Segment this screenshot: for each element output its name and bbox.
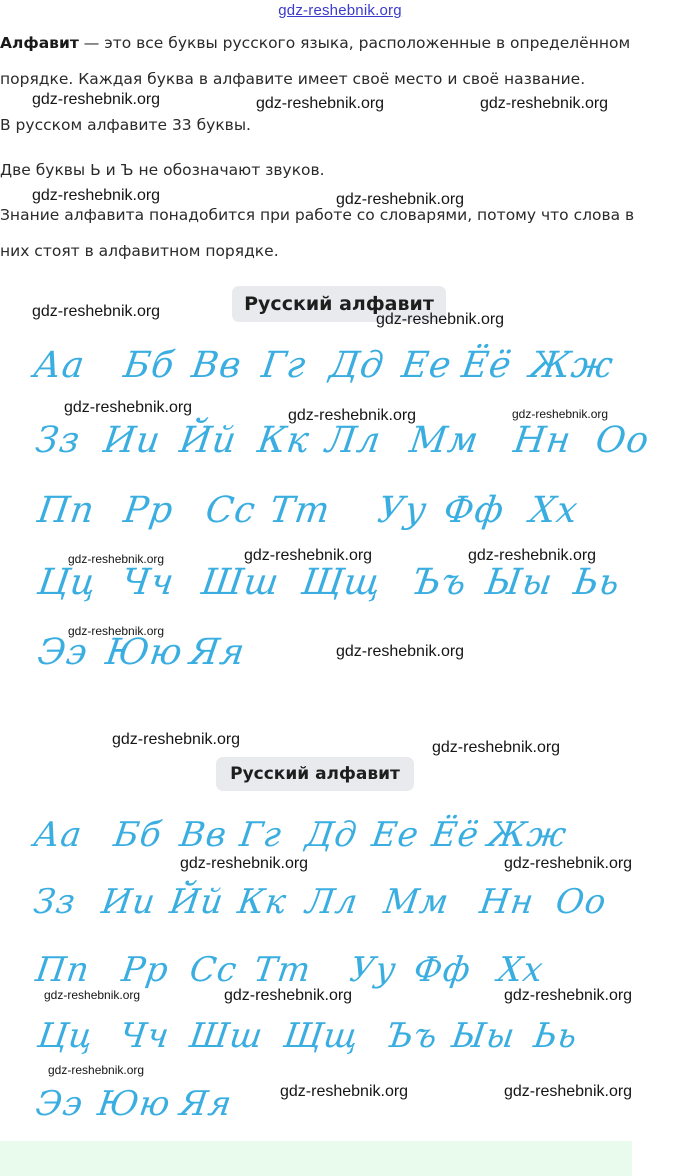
cursive-letter-pair: Тт xyxy=(267,490,334,531)
cursive-letter-pair: Йй xyxy=(177,420,240,461)
cursive-letter-pair: Зз xyxy=(31,882,79,922)
cursive-letter-pair: Ыы xyxy=(449,1016,518,1056)
cursive-letter-pair: Ии xyxy=(101,420,164,461)
cursive-letter-pair: Яя xyxy=(187,632,248,673)
cursive-letter-pair: Пп xyxy=(33,950,93,990)
cursive-letter-pair: Рр xyxy=(119,950,172,990)
cursive-letter-pair: Чч xyxy=(117,1016,173,1056)
alphabet-2-row-2 xyxy=(0,882,680,922)
watermark-text: gdz-reshebnik.org xyxy=(48,1063,145,1077)
watermark-text: gdz-reshebnik.org xyxy=(504,1083,633,1100)
watermark-text: gdz-reshebnik.org xyxy=(504,855,633,872)
alphabet-1-row-1 xyxy=(0,345,680,386)
cursive-letter-pair: Ёё xyxy=(459,345,515,386)
cursive-letter-pair: Пп xyxy=(35,490,98,531)
cursive-letter-pair: Лл xyxy=(323,420,384,461)
cursive-letter-pair: Вв xyxy=(177,815,230,855)
watermark-text: gdz-reshebnik.org xyxy=(68,552,165,566)
cursive-letter-pair: Юю xyxy=(95,1084,174,1124)
cursive-letter-pair: Уу xyxy=(347,950,400,990)
paragraph-soft-hard-signs: Две буквы Ь и Ъ не обозначают звуков. xyxy=(0,161,325,179)
cursive-letter-pair: Бб xyxy=(121,345,178,386)
cursive-letter-pair: Сс xyxy=(187,950,240,990)
site-link[interactable]: gdz-reshebnik.org xyxy=(278,2,402,19)
cursive-letter-pair: Цц xyxy=(35,562,100,603)
alphabet-heading-2: Русский алфавит xyxy=(216,757,414,791)
term-alphabet: Алфавит xyxy=(0,34,79,52)
alphabet-2-row-1 xyxy=(0,815,680,855)
cursive-letter-pair: Бб xyxy=(111,815,165,855)
cursive-letter-pair: Гг xyxy=(259,345,309,386)
watermark-text: gdz-reshebnik.org xyxy=(68,624,165,638)
cursive-letter-pair: Ее xyxy=(399,345,455,386)
watermark-text: gdz-reshebnik.org xyxy=(244,547,373,564)
paragraph-definition-line1 xyxy=(0,34,630,52)
watermark-text: gdz-reshebnik.org xyxy=(64,399,193,416)
watermark-text: gdz-reshebnik.org xyxy=(112,731,241,748)
cursive-letter-pair: Лл xyxy=(303,882,361,922)
paragraph-dictionary-line1: Знание алфавита понадобится при работе со словарями, потому что слова в xyxy=(0,206,635,224)
watermark-text: gdz-reshebnik.org xyxy=(336,643,465,660)
cursive-letter-pair: Ээ xyxy=(35,632,91,673)
cursive-letter-pair: Дд xyxy=(303,815,361,855)
cursive-letter-pair: Чч xyxy=(119,562,178,603)
cursive-letter-pair: Кк xyxy=(255,420,313,461)
watermark-text: gdz-reshebnik.org xyxy=(224,987,353,1004)
alphabet-heading-1: Русский алфавит xyxy=(232,286,446,322)
definition-text: — это все буквы русского языка, расположенные в определённом xyxy=(78,34,631,52)
cursive-letter-pair: Щщ xyxy=(281,1016,362,1056)
alphabet-1-row-3 xyxy=(0,490,680,531)
cursive-letter-pair: Ии xyxy=(99,882,159,922)
watermark-text: gdz-reshebnik.org xyxy=(44,988,141,1002)
cursive-letter-pair: Мм xyxy=(407,420,482,461)
cursive-letter-pair: Хх xyxy=(495,950,547,990)
cursive-letter-pair: Нн xyxy=(477,882,537,922)
cursive-letter-pair: Жж xyxy=(485,815,570,855)
cursive-letter-pair: Яя xyxy=(177,1084,235,1124)
watermark-text: gdz-reshebnik.org xyxy=(256,95,385,112)
cursive-letter-pair: Фф xyxy=(441,490,507,531)
cursive-letter-pair: Шш xyxy=(187,1016,266,1056)
cursive-letter-pair: Йй xyxy=(167,882,227,922)
watermark-text: gdz-reshebnik.org xyxy=(480,95,609,112)
alphabet-2-row-3 xyxy=(0,950,680,990)
cursive-letter-pair: Юю xyxy=(103,632,186,673)
paragraph-letter-count: В русском алфавите 33 буквы. xyxy=(0,116,251,134)
cursive-letter-pair: Ьь xyxy=(571,562,623,603)
cursive-letter-pair: Зз xyxy=(33,420,83,461)
cursive-letter-pair: Гг xyxy=(237,815,285,855)
cursive-letter-pair: Ее xyxy=(369,815,422,855)
watermark-text: gdz-reshebnik.org xyxy=(32,303,161,320)
watermark-text: gdz-reshebnik.org xyxy=(32,91,161,108)
watermark-text: gdz-reshebnik.org xyxy=(376,311,505,328)
watermark-text: gdz-reshebnik.org xyxy=(180,855,309,872)
watermark-text: gdz-reshebnik.org xyxy=(280,1083,409,1100)
watermark-text: gdz-reshebnik.org xyxy=(512,407,609,421)
alphabet-2-row-4 xyxy=(0,1016,680,1056)
watermark-text: gdz-reshebnik.org xyxy=(468,547,597,564)
cursive-letter-pair: Ээ xyxy=(33,1084,86,1124)
watermark-text: gdz-reshebnik.org xyxy=(432,739,561,756)
cursive-letter-pair: Тт xyxy=(251,950,314,990)
cursive-letter-pair: Аа xyxy=(31,345,88,386)
cursive-letter-pair: Кк xyxy=(235,882,290,922)
cursive-letter-pair: Ёё xyxy=(429,815,482,855)
cursive-letter-pair: Рр xyxy=(121,490,177,531)
cursive-letter-pair: Нн xyxy=(511,420,574,461)
cursive-letter-pair: Мм xyxy=(381,882,452,922)
cursive-letter-pair: Оо xyxy=(593,420,653,461)
cursive-letter-pair: Аа xyxy=(31,815,85,855)
cursive-letter-pair: Цц xyxy=(35,1016,97,1056)
cursive-letter-pair: Ъъ xyxy=(383,1016,441,1056)
watermark-text: gdz-reshebnik.org xyxy=(504,987,633,1004)
paragraph-dictionary-line2: них стоят в алфавитном порядке. xyxy=(0,242,279,260)
cursive-letter-pair: Щщ xyxy=(299,562,385,603)
paragraph-definition-line2: порядке. Каждая буква в алфавите имеет своё место и своё название. xyxy=(0,70,586,88)
cursive-letter-pair: Фф xyxy=(411,950,474,990)
watermark-text: gdz-reshebnik.org xyxy=(288,407,417,424)
cursive-letter-pair: Вв xyxy=(189,345,245,386)
cursive-letter-pair: Сс xyxy=(203,490,259,531)
watermark-text: gdz-reshebnik.org xyxy=(336,191,465,208)
cursive-letter-pair: Оо xyxy=(553,882,610,922)
cursive-letter-pair: Хх xyxy=(527,490,581,531)
cursive-letter-pair: Жж xyxy=(527,345,617,386)
watermark-text: gdz-reshebnik.org xyxy=(32,187,161,204)
cursive-letter-pair: Ъъ xyxy=(409,562,470,603)
cursive-letter-pair: Уу xyxy=(375,490,430,531)
cursive-letter-pair: Шш xyxy=(199,562,283,603)
cursive-letter-pair: Ыы xyxy=(483,562,556,603)
cursive-letter-pair: Ьь xyxy=(531,1016,581,1056)
bottom-panel xyxy=(0,1141,632,1176)
cursive-letter-pair: Дд xyxy=(327,345,387,386)
